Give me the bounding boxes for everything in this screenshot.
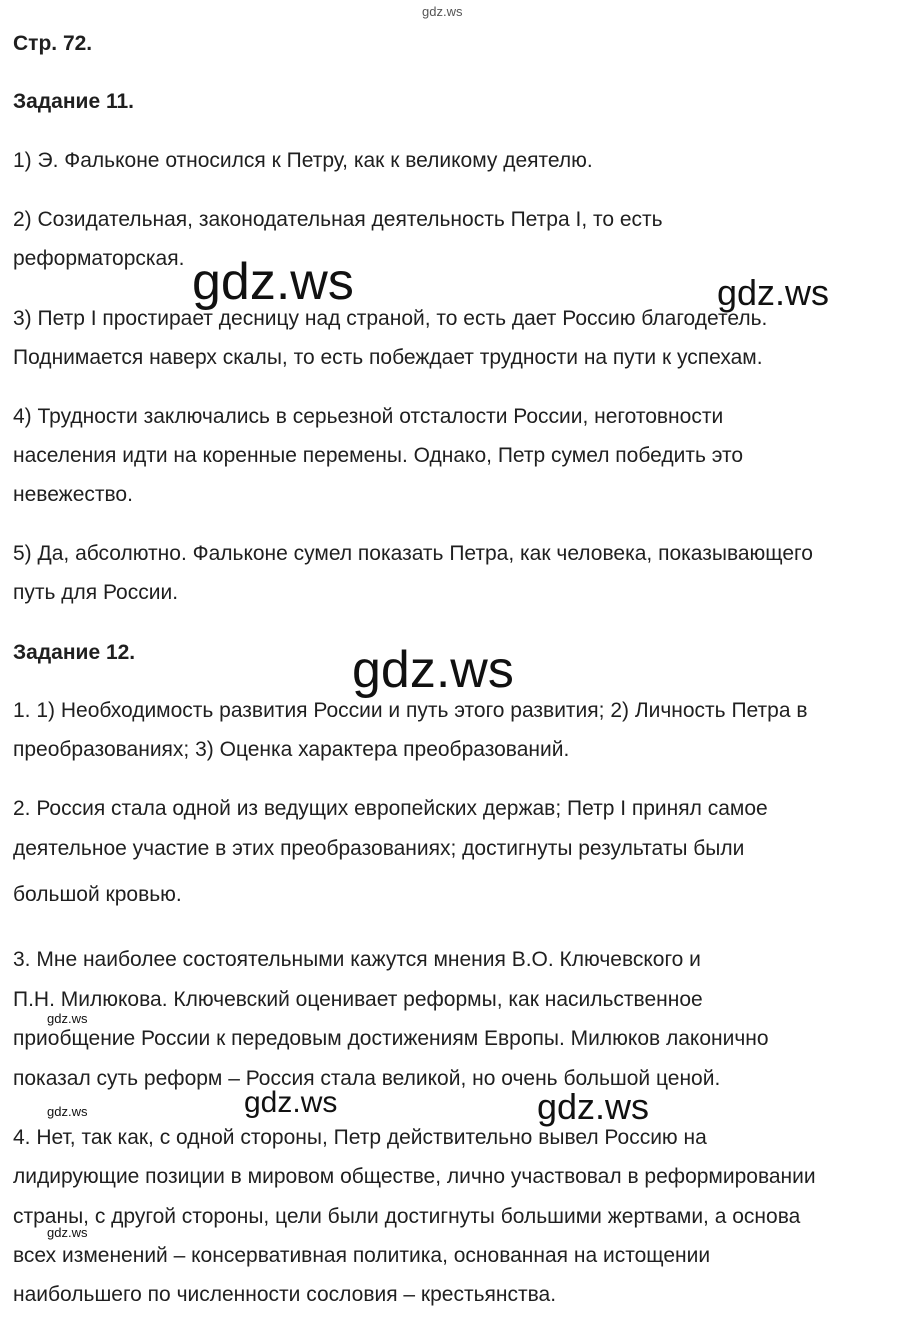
task12-answer-4-line1: 4. Нет, так как, с одной стороны, Петр действительно вывел Россию на (13, 1126, 707, 1149)
watermark-large-2: gdz.ws (352, 641, 514, 699)
task12-answer-2-line2: деятельное участие в этих преобразованиях; достигнуты результаты были (13, 837, 745, 860)
task11-answer-2-line1: 2) Созидательная, законодательная деятельность Петра I, то есть (13, 208, 663, 231)
watermark-mid-2: gdz.ws (537, 1086, 650, 1127)
task11-answer-2-line2: реформаторская. (13, 247, 185, 270)
task12-answer-2-line1: 2. Россия стала одной из ведущих европейских держав; Петр I принял самое (13, 797, 768, 820)
watermark-large-1: gdz.ws (192, 253, 354, 311)
task11-answer-4-line3: невежество. (13, 483, 133, 506)
task11-answer-1: 1) Э. Фальконе относился к Петру, как к великому деятелю. (13, 149, 593, 172)
task11-title: Задание 11. (13, 90, 134, 113)
task11-answer-5-line2: путь для России. (13, 581, 179, 604)
task11-answer-4-line2: населения идти на коренные перемены. Однако, Петр сумел победить это (13, 444, 744, 467)
task12-answer-4-line2: лидирующие позиции в мировом обществе, лично участвовал в реформировании (13, 1165, 816, 1188)
watermark-top: gdz.ws (422, 4, 463, 19)
watermark-small-1: gdz.ws (47, 1011, 88, 1026)
task11-answer-3-line1: 3) Петр I простирает десницу над страной, то есть дает Россию благодетель. (13, 307, 768, 330)
task12-answer-1-line1: 1. 1) Необходимость развития России и путь этого развития; 2) Личность Петра в (13, 699, 808, 722)
watermark-right-1: gdz.ws (717, 272, 830, 313)
task12-title: Задание 12. (13, 641, 136, 664)
task12-answer-3-line4: показал суть реформ – Россия стала великой, но очень большой ценой. (13, 1067, 721, 1090)
task12-answer-4-line3: страны, с другой стороны, цели были достигнуты большими жертвами, а основа (13, 1205, 801, 1228)
task12-answer-4-line4: всех изменений – консервативная политика, основанная на истощении (13, 1244, 711, 1267)
task12-answer-3-line3: приобщение России к передовым достижениям Европы. Милюков лаконично (13, 1027, 769, 1050)
task12-answer-1-line2: преобразованиях; 3) Оценка характера преобразований. (13, 738, 570, 761)
task12-answer-3-line2: П.Н. Милюкова. Ключевский оценивает реформы, как насильственное (13, 988, 703, 1011)
watermark-small-2: gdz.ws (47, 1104, 88, 1119)
watermark-mid-1: gdz.ws (244, 1086, 338, 1119)
watermark-small-3: gdz.ws (47, 1225, 88, 1240)
page-number-header: Стр. 72. (13, 32, 93, 55)
task11-answer-5-line1: 5) Да, абсолютно. Фальконе сумел показать Петра, как человека, показывающего (13, 542, 813, 565)
task12-answer-4-line5: наибольшего по численности сословия – крестьянства. (13, 1283, 557, 1306)
task12-answer-2-line3: большой кровью. (13, 883, 182, 906)
task11-answer-4-line1: 4) Трудности заключались в серьезной отсталости России, неготовности (13, 405, 724, 428)
task12-answer-3-line1: 3. Мне наиболее состоятельными кажутся мнения В.О. Ключевского и (13, 948, 701, 971)
task11-answer-3-line2: Поднимается наверх скалы, то есть побеждает трудности на пути к успехам. (13, 346, 763, 369)
